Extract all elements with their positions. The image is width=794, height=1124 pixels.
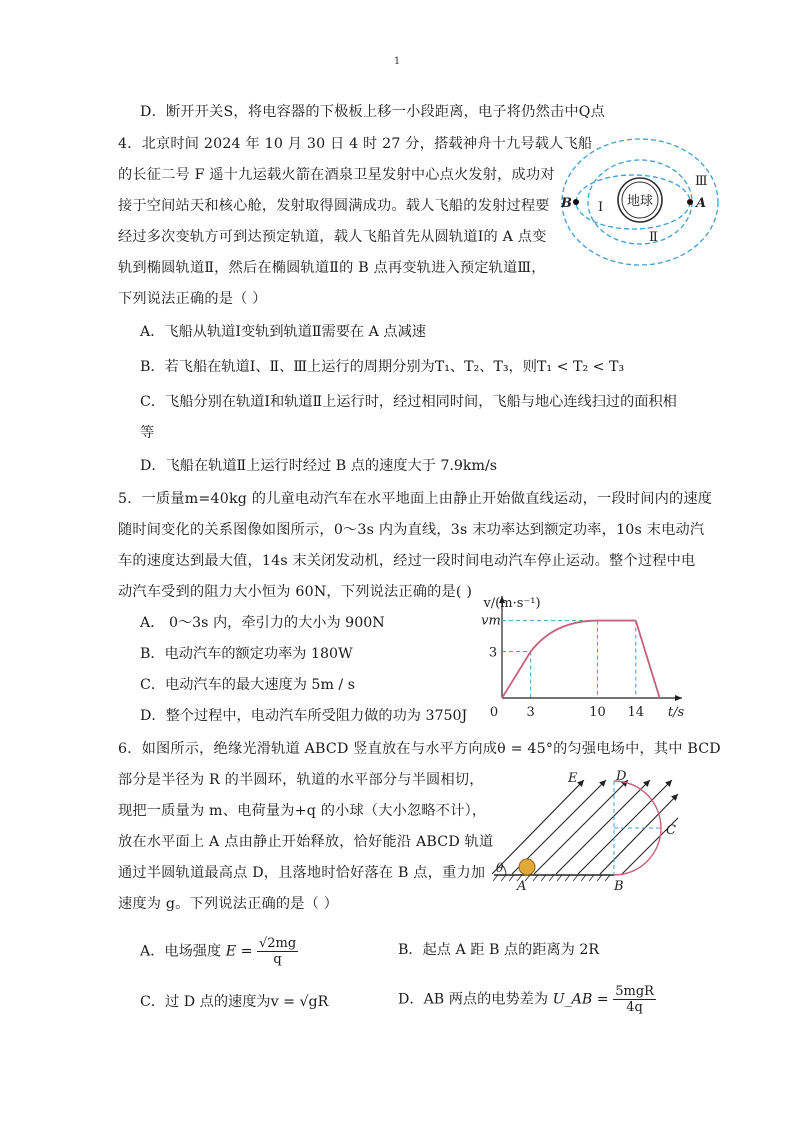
electric-field-track-figure bbox=[482, 766, 692, 892]
q6-line-3: 现把一质量为 m、电荷量为+q 的小球（大小忽略不计）， bbox=[118, 803, 487, 819]
q6-option-d bbox=[398, 984, 656, 1015]
point-a-label: A bbox=[696, 196, 707, 211]
q5-option-c: C．电动汽车的最大速度为 5m / s bbox=[140, 677, 355, 693]
q6-option-d-denominator: 4q bbox=[626, 1000, 643, 1015]
q4-option-d: D．飞船在轨道Ⅱ上运行时经过 B 点的速度大于 7.9km/s bbox=[140, 458, 498, 474]
orbit-1-label: Ⅰ bbox=[598, 200, 604, 215]
label-b: B bbox=[614, 879, 624, 892]
q4-line-3: 接于空间站天和核心舱，发射取得圆满成功。载人飞船的发射过程要 bbox=[118, 198, 550, 214]
x-tick-0: 0 bbox=[489, 705, 499, 720]
series-segment-14-stop bbox=[636, 621, 660, 698]
earth-label: 地球 bbox=[626, 194, 654, 209]
theta-label: θ bbox=[496, 861, 504, 875]
orbit-2-label: Ⅱ bbox=[649, 230, 658, 245]
q4-line-1: 4．北京时间 2024 年 10 月 30 日 4 时 27 分，搭载神舟十九号载人飞船 bbox=[118, 136, 593, 152]
q6-option-a-denominator: q bbox=[273, 952, 282, 967]
point-b-label: B bbox=[561, 196, 572, 211]
q4-option-b: B．若飞船在轨道Ⅰ、Ⅱ、Ⅲ上运行的周期分别为T₁、T₂、T₃，则T₁ < T₂ < T₃ bbox=[140, 359, 625, 375]
q6-line-6: 速度为 g。下列说法正确的是（ ） bbox=[118, 896, 339, 912]
q6-line-1: 6．如图所示，绝缘光滑轨道 ABCD 竖直放在与水平方向成θ = 45°的匀强电场中，其中 BCD bbox=[118, 741, 721, 757]
q4-option-c: C．飞船分别在轨道Ⅰ和轨道Ⅱ上运行时，经过相同时间，飞船与地心连线扫过的面积相 bbox=[140, 394, 677, 410]
orbit-figure bbox=[555, 133, 725, 271]
q4-line-5: 轨到椭圆轨道Ⅱ，然后在椭圆轨道Ⅱ的 B 点再变轨进入预定轨道Ⅲ， bbox=[118, 260, 546, 276]
orbit-3-label: Ⅲ bbox=[695, 174, 708, 189]
q4-line-2: 的长征二号 F 遥十九运载火箭在酒泉卫星发射中心点火发射，成功对 bbox=[118, 167, 555, 183]
x-axis-arrow bbox=[675, 695, 682, 701]
q6-option-a bbox=[140, 936, 298, 967]
prev-option-d: D．断开开关S，将电容器的下极板上移一小段距离，电子将仍然击中Q点 bbox=[140, 104, 605, 120]
q4-option-a: A．飞船从轨道Ⅰ变轨到轨道Ⅱ需要在 A 点减速 bbox=[140, 324, 426, 340]
label-e: E bbox=[568, 771, 578, 786]
series-curve-3-10 bbox=[531, 621, 598, 652]
q6-line-2: 部分是半径为 R 的半圆环，轨道的水平部分与半圆相切， bbox=[118, 772, 484, 788]
q6-option-d-prefix: D．AB 两点的电势差为 bbox=[398, 991, 549, 1008]
page-number: 1 bbox=[393, 56, 401, 67]
velocity-time-chart bbox=[480, 590, 685, 720]
q6-line-5: 通过半圆轨道最高点 D，且落地时恰好落在 B 点，重力加 bbox=[118, 865, 486, 881]
ground-hatch bbox=[493, 875, 610, 881]
q5-option-a: A． 0～3s 内，牵引力的大小为 900N bbox=[140, 615, 385, 631]
q6-option-a-fraction bbox=[257, 936, 298, 967]
x-tick-10: 10 bbox=[589, 705, 606, 720]
q5-line-4: 动汽车受到的阻力大小恒为 60N，下列说法正确的是( ) bbox=[118, 584, 473, 600]
ball-icon bbox=[519, 859, 535, 875]
x-tick-3: 3 bbox=[526, 705, 535, 720]
field-lines bbox=[492, 780, 678, 874]
point-a-dot bbox=[687, 199, 693, 205]
y-axis-label: v/(m·s⁻¹) bbox=[483, 596, 541, 611]
q6-option-d-lhs: U_AB = bbox=[552, 991, 609, 1008]
q6-option-a-lhs: E = bbox=[225, 943, 253, 960]
q4-line-6: 下列说法正确的是（ ） bbox=[118, 291, 267, 307]
q6-option-d-fraction bbox=[613, 984, 656, 1015]
q5-option-b: B．电动汽车的额定功率为 180W bbox=[140, 646, 353, 662]
q6-option-a-prefix: A．电场强度 bbox=[140, 943, 222, 960]
series-segment-0-3 bbox=[502, 652, 531, 698]
q4-option-c-cont: 等 bbox=[140, 425, 155, 441]
q6-option-d-numerator: 5mgR bbox=[615, 984, 654, 999]
y-tick-3: 3 bbox=[488, 645, 498, 661]
x-tick-14: 14 bbox=[627, 705, 645, 720]
label-c: C bbox=[666, 823, 676, 838]
point-b-dot bbox=[573, 199, 579, 205]
q6-option-b: B．起点 A 距 B 点的距离为 2R bbox=[398, 942, 600, 958]
label-a: A bbox=[517, 879, 527, 892]
q6-line-4: 放在水平面上 A 点由静止开始释放，恰好能沿 ABCD 轨道 bbox=[118, 834, 494, 850]
y-tick-vm: vm bbox=[481, 613, 501, 629]
label-d: D bbox=[616, 769, 627, 784]
q4-line-4: 经过多次变轨方可到达预定轨道，载人飞船首先从圆轨道Ⅰ的 A 点变 bbox=[118, 229, 547, 245]
q6-option-c: C．过 D 点的速度为v = √gR bbox=[140, 994, 329, 1010]
q5-line-3: 车的速度达到最大值，14s 末关闭发动机，经过一段时间电动汽车停止运动。整个过程中电 bbox=[118, 553, 696, 569]
q5-line-2: 随时间变化的关系图像如图所示，0～3s 内为直线，3s 末功率达到额定功率，10s 末电动汽 bbox=[118, 522, 705, 538]
q5-line-1: 5．一质量m=40kg 的儿童电动汽车在水平地面上由静止开始做直线运动，一段时间内的速度 bbox=[118, 491, 713, 507]
q6-option-a-numerator: √2mg bbox=[258, 936, 297, 951]
q5-option-d: D．整个过程中，电动汽车所受阻力做的功为 3750J bbox=[140, 708, 468, 724]
x-axis-label: t/s bbox=[667, 705, 685, 720]
